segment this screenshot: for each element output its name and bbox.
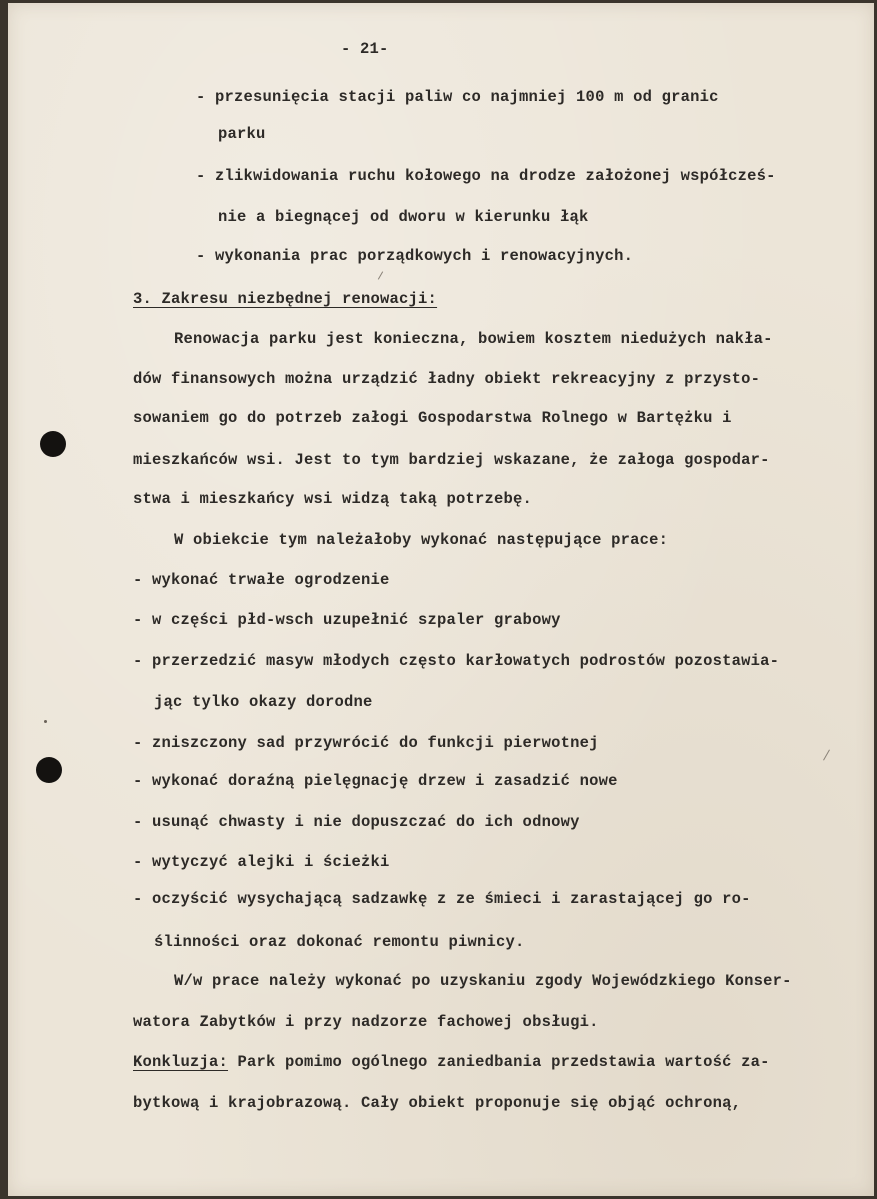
punch-hole <box>40 431 66 457</box>
paper-speck <box>44 720 47 723</box>
page-number: - 21- <box>341 40 389 58</box>
pencil-mark <box>378 271 383 279</box>
list-item: - w części płd-wsch uzupełnić szpaler grabowy <box>133 611 561 629</box>
section-heading: 3. Zakresu niezbędnej renowacji: <box>133 290 438 308</box>
paragraph-line: mieszkańców wsi. Jest to tym bardziej wskazane, że załoga gospodar- <box>133 451 770 469</box>
list-item: - usunąć chwasty i nie dopuszczać do ich odnowy <box>133 813 580 831</box>
paragraph-line: stwa i mieszkańcy wsi widzą taką potrzebę. <box>133 490 533 508</box>
list-item: - przesunięcia stacji paliw co najmniej 100 m od granic <box>196 88 719 106</box>
list-item: - oczyścić wysychającą sadzawkę z ze śmieci i zarastającej go ro- <box>133 890 751 908</box>
list-item: - wytyczyć alejki i ścieżki <box>133 853 390 871</box>
paragraph-line: sowaniem go do potrzeb załogi Gospodarstwa Rolnego w Bartężku i <box>133 409 732 427</box>
list-item-continuation: ślinności oraz dokonać remontu piwnicy. <box>154 933 525 951</box>
paragraph-line: W obiekcie tym należałoby wykonać następujące prace: <box>174 531 669 549</box>
list-item-continuation: nie a biegnącej od dworu w kierunku łąk <box>218 208 589 226</box>
conclusion-line <box>133 1052 770 1072</box>
document-page <box>8 3 874 1196</box>
paragraph-line: dów finansowych można urządzić ładny obiekt rekreacyjny z przysto- <box>133 370 761 388</box>
list-item: - wykonać doraźną pielęgnację drzew i zasadzić nowe <box>133 772 618 790</box>
paragraph-line: watora Zabytków i przy nadzorze fachowej obsługi. <box>133 1013 599 1031</box>
conclusion-text: Park pomimo ogólnego zaniedbania przedstawia wartość za- <box>237 1053 770 1071</box>
list-item: - zniszczony sad przywrócić do funkcji pierwotnej <box>133 734 599 752</box>
list-item-continuation: jąc tylko okazy dorodne <box>154 693 373 711</box>
list-item: - przerzedzić masyw młodych często karłowatych podrostów pozostawia- <box>133 652 780 670</box>
paragraph-line: bytkową i krajobrazową. Cały obiekt proponuje się objąć ochroną, <box>133 1094 742 1112</box>
pencil-mark <box>823 750 830 761</box>
conclusion-label: Konkluzja: <box>133 1053 229 1071</box>
paragraph-line: W/w prace należy wykonać po uzyskaniu zgody Wojewódzkiego Konser- <box>174 972 792 990</box>
punch-hole <box>36 757 62 783</box>
paragraph-line: Renowacja parku jest konieczna, bowiem kosztem niedużych nakła- <box>174 330 773 348</box>
list-item-continuation: parku <box>218 125 266 143</box>
list-item: - wykonać trwałe ogrodzenie <box>133 571 390 589</box>
list-item: - zlikwidowania ruchu kołowego na drodze założonej współcześ- <box>196 167 776 185</box>
list-item: - wykonania prac porządkowych i renowacyjnych. <box>196 247 634 265</box>
